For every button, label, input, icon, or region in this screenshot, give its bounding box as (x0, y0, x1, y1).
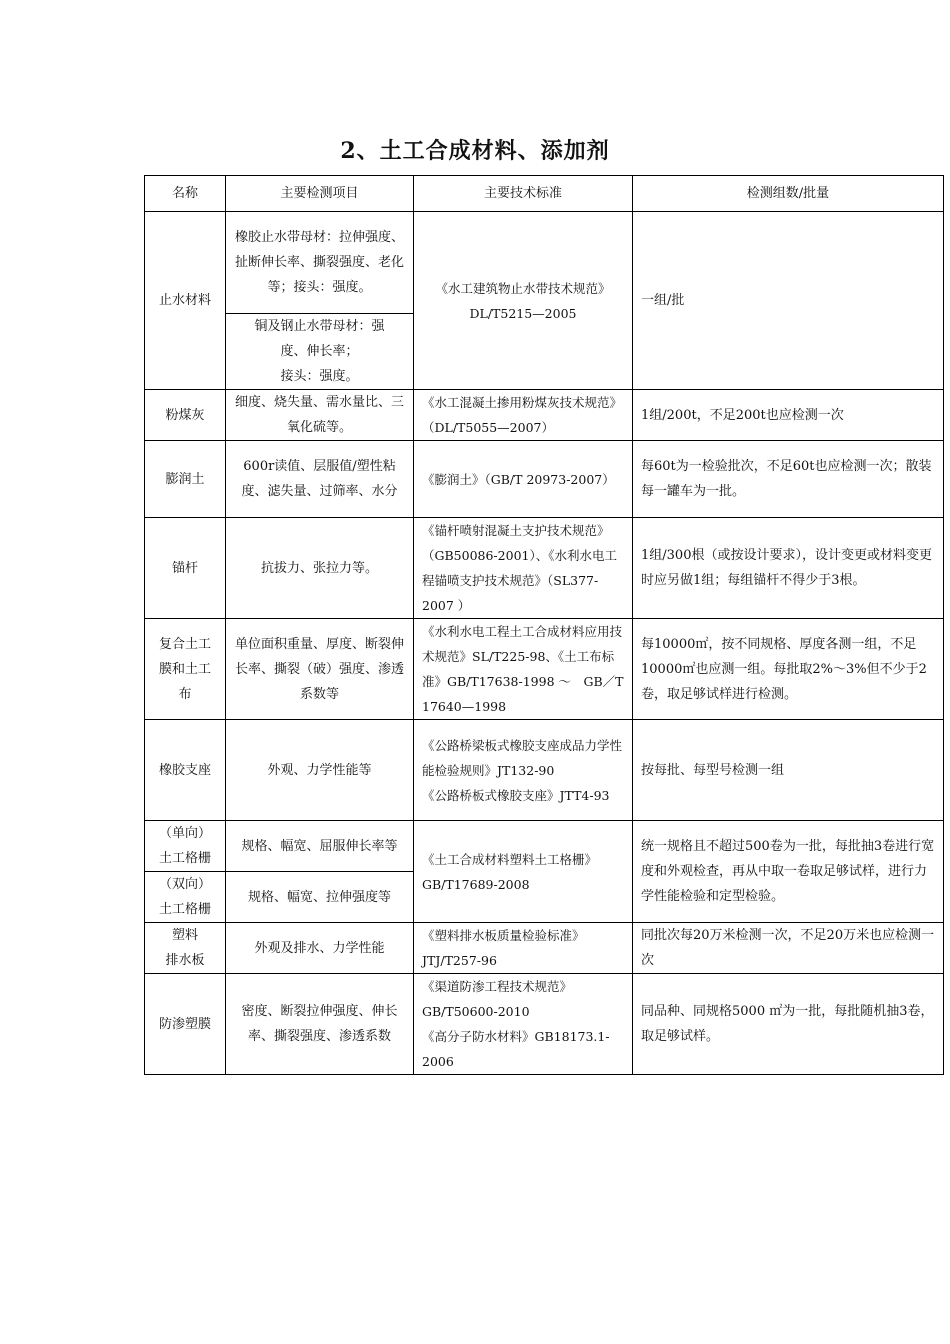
row-items: 外观、力学性能等 (226, 720, 414, 821)
row-name: 止水材料 (145, 212, 226, 390)
table-row (145, 441, 944, 518)
row-name (145, 923, 226, 974)
row-standard: 《水工建筑物止水带技术规范》DL/T5215—2005 (414, 212, 633, 390)
name-line: 土工格栅 (158, 851, 211, 866)
row-batch: 按每批、每型号检测一组 (633, 720, 944, 821)
standard-line: 《高分子防水材料》GB18173.1-2006 (422, 1029, 610, 1069)
table-row (145, 974, 944, 1075)
row-standard (414, 974, 633, 1075)
row-items: 抗拔力、张拉力等。 (226, 518, 414, 619)
items-line: 度、伸长率； (280, 344, 359, 359)
row-batch: 每10000㎡，按不同规格、厚度各测一组，不足10000㎡也应测一组。每批取2%～3%但不少于2卷，取足够试样进行检测。 (633, 619, 944, 720)
row-batch: 一组/批 (633, 212, 944, 390)
table-row (145, 720, 944, 821)
table-header-row (145, 176, 944, 212)
row-name (145, 821, 226, 872)
row-standard: 《土工合成材料塑料土工格栅》GB/T17689-2008 (414, 821, 633, 923)
header-items: 主要检测项目 (226, 176, 414, 212)
row-name (145, 872, 226, 923)
row-items: 规格、幅宽、拉伸强度等 (226, 872, 414, 923)
row-standard: 《塑料排水板质量检验标准》JTJ/T257-96 (414, 923, 633, 974)
row-batch: 同批次每20万米检测一次，不足20万米也应检测一次 (633, 923, 944, 974)
row-standard: 《锚杆喷射混凝土支护技术规范》（GB50086-2001）、《水利水电工程锚喷支护技术规范》（SL377-2007 ） (414, 518, 633, 619)
row-standard: 《膨润土》（GB/T 20973-2007） (414, 441, 633, 518)
name-line: （双向） (158, 877, 211, 892)
name-line: 排水板 (165, 953, 205, 968)
row-batch: 同品种、同规格5000 ㎡为一批，每批随机抽3卷，取足够试样。 (633, 974, 944, 1075)
row-items: 规格、幅宽、屈服伸长率等 (226, 821, 414, 872)
row-items: 密度、断裂拉伸强度、伸长率、撕裂强度、渗透系数 (226, 974, 414, 1075)
table-row (145, 212, 944, 314)
name-line: 土工格栅 (158, 902, 211, 917)
standard-line: 《渠道防渗工程技术规范》GB/T50600-2010 (422, 979, 573, 1019)
row-batch: 统一规格且不超过500卷为一批，每批抽3卷进行宽度和外观检查，再从中取一卷取足够试样，进行力学性能检验和定型检验。 (633, 821, 944, 923)
name-line: （单向） (158, 826, 211, 841)
name-line: 塑料 (171, 928, 198, 943)
row-items: 细度、烧失量、需水量比、三氧化硫等。 (226, 390, 414, 441)
items-line: 接头：强度。 (280, 369, 359, 384)
row-batch: 1组/300根（或按设计要求），设计变更或材料变更时应另做1组；每组锚杆不得少于3根。 (633, 518, 944, 619)
row-name: 复合土工膜和土工布 (145, 619, 226, 720)
table-row (145, 518, 944, 619)
items-line: 铜及钢止水带母材：强 (254, 319, 385, 334)
row-name: 锚杆 (145, 518, 226, 619)
table-row (145, 821, 944, 872)
standards-table (144, 175, 944, 1075)
row-batch: 每60t为一检验批次，不足60t也应检测一次；散装每一罐车为一批。 (633, 441, 944, 518)
row-items: 外观及排水、力学性能 (226, 923, 414, 974)
header-batch: 检测组数/批量 (633, 176, 944, 212)
row-standard: 《水利水电工程土工合成材料应用技术规范》SL/T225-98、《土工布标准》GB/T17638-1998 ～ GB／T 17640—1998 (414, 619, 633, 720)
header-name: 名称 (145, 176, 226, 212)
page-title: 2、土工合成材料、添加剂 (340, 138, 610, 164)
table-row (145, 390, 944, 441)
table-row (145, 619, 944, 720)
row-name: 防渗塑膜 (145, 974, 226, 1075)
row-items: 橡胶止水带母材：拉伸强度、扯断伸长率、撕裂强度、老化等；接头：强度。 (226, 212, 414, 314)
standard-line: 《公路桥板式橡胶支座》JTT4-93 (422, 787, 610, 803)
row-items: 单位面积重量、厚度、断裂伸长率、撕裂（破）强度、渗透系数等 (226, 619, 414, 720)
header-standard: 主要技术标准 (414, 176, 633, 212)
row-items: 600r读值、层服值/塑性粘度、滤失量、过筛率、水分 (226, 441, 414, 518)
row-name: 粉煤灰 (145, 390, 226, 441)
row-name: 橡胶支座 (145, 720, 226, 821)
row-standard (414, 720, 633, 821)
row-name: 膨润土 (145, 441, 226, 518)
standard-line: 《公路桥梁板式橡胶支座成品力学性能检验规则》JT132-90 (422, 737, 623, 778)
row-standard: 《水工混凝土掺用粉煤灰技术规范》（DL/T5055—2007） (414, 390, 633, 441)
row-items (226, 314, 414, 390)
row-batch: 1组/200t，不足200t也应检测一次 (633, 390, 944, 441)
table-row (145, 923, 944, 974)
